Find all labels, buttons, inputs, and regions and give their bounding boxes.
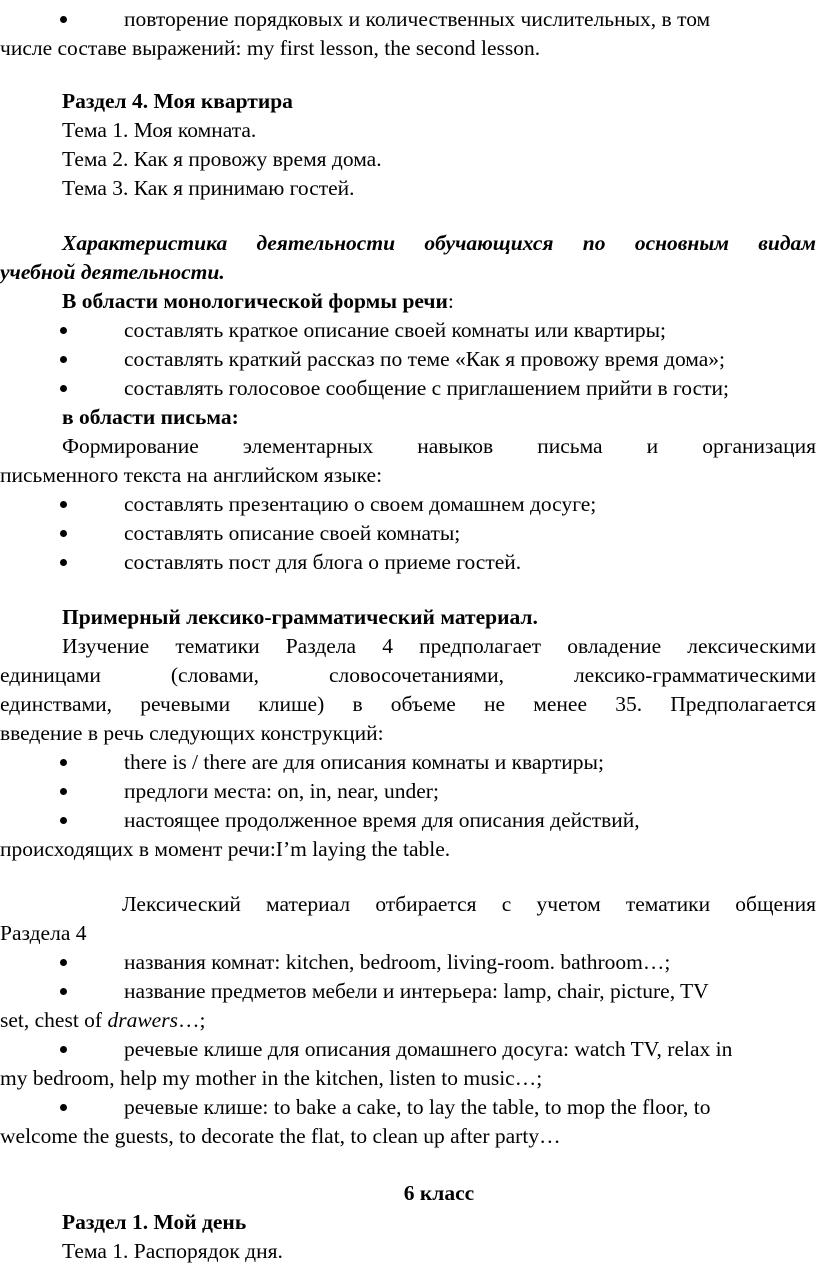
list-item: составлять пост для блога о приеме гостей. (124, 550, 522, 574)
bullet-icon (56, 374, 72, 403)
paragraph-line: Лексический материал отбирается с учетом тематики общения (122, 892, 816, 916)
monologue-heading: В области монологической формы речи: (62, 289, 454, 313)
section-title: Раздел 1. Мой день (62, 1210, 247, 1234)
characteristics-heading: Характеристика деятельности обучающихся по основным видам (62, 231, 816, 255)
topic-line: Тема 3. Как я принимаю гостей. (62, 176, 355, 200)
list-item: настоящее продолженное время для описания действий, (124, 808, 640, 832)
bullet-icon (56, 806, 72, 835)
bullet-icon (56, 316, 72, 345)
list-item: there is / there are для описания комнаты и квартиры; (124, 750, 604, 774)
bullet-icon (56, 977, 72, 1006)
bullet-icon (56, 1093, 72, 1122)
paragraph-line: Раздела 4 (0, 921, 87, 945)
list-item-continuation: welcome the guests, to decorate the flat, to clean up after party… (0, 1124, 561, 1148)
list-item-continuation: set, chest of drawers…; (0, 1008, 206, 1032)
list-item: предлоги места: on, in, near, under; (124, 779, 439, 803)
topic-line: Тема 1. Моя комната. (62, 118, 257, 142)
characteristics-heading-continuation: учебной деятельности. (0, 260, 225, 284)
monologue-heading-text: В области монологической формы речи (62, 289, 448, 313)
list-item: речевые клише: to bake a cake, to lay the table, to mop the floor, to (124, 1095, 711, 1119)
bullet-icon (56, 519, 72, 548)
list-item: название предметов мебели и интерьера: lamp, chair, picture, TV (124, 979, 709, 1003)
bullet-icon (56, 548, 72, 577)
section-title: Раздел 4. Моя квартира (62, 89, 293, 113)
list-item: названия комнат: kitchen, bedroom, living-room. bathroom…; (124, 950, 671, 974)
writing-heading: в области письма: (62, 405, 239, 429)
lexical-heading: Примерный лексико-грамматический материал. (62, 605, 538, 629)
paragraph-line: Изучение тематики Раздела 4 предполагает овладение лексическими (62, 634, 816, 658)
bullet-icon (56, 345, 72, 374)
list-item: составлять презентацию о своем домашнем досуге; (124, 492, 597, 516)
bullet-icon (56, 948, 72, 977)
topic-line: Тема 1. Распорядок дня. (62, 1239, 283, 1263)
list-item: повторение порядковых и количественных числительных, в том (124, 7, 711, 31)
paragraph-line: письменного текста на английском языке: (0, 463, 383, 487)
bullet-icon (56, 748, 72, 777)
list-item: составлять описание своей комнаты; (124, 521, 461, 545)
topic-line: Тема 2. Как я провожу время дома. (62, 147, 382, 171)
bullet-icon (56, 490, 72, 519)
bullet-icon (56, 777, 72, 806)
list-item: составлять краткий рассказ по теме «Как я провожу время дома»; (124, 347, 726, 371)
grade-heading: 6 класс (403, 1181, 475, 1205)
bullet-icon (56, 1035, 72, 1064)
list-item-continuation: числе составе выражений: my first lesson, the second lesson. (0, 36, 541, 60)
paragraph-line: введение в речь следующих конструкций: (0, 721, 384, 745)
list-item: речевые клише для описания домашнего досуга: watch TV, relax in (124, 1037, 733, 1061)
paragraph-line: Формирование элементарных навыков письма и организация (62, 434, 816, 458)
list-item-continuation: my bedroom, help my mother in the kitchen, listen to music…; (0, 1066, 543, 1090)
paragraph-line: единствами, речевыми клише) в объеме не менее 35. Предполагается (0, 692, 816, 716)
bullet-icon (56, 5, 72, 34)
list-item: составлять краткое описание своей комнаты или квартиры; (124, 318, 667, 342)
list-item: составлять голосовое сообщение с приглашением прийти в гости; (124, 376, 730, 400)
list-item-continuation: происходящих в момент речи:I’m laying the table. (0, 837, 451, 861)
paragraph-line: единицами (словами, словосочетаниями, лексико-грамматическими (0, 663, 816, 687)
